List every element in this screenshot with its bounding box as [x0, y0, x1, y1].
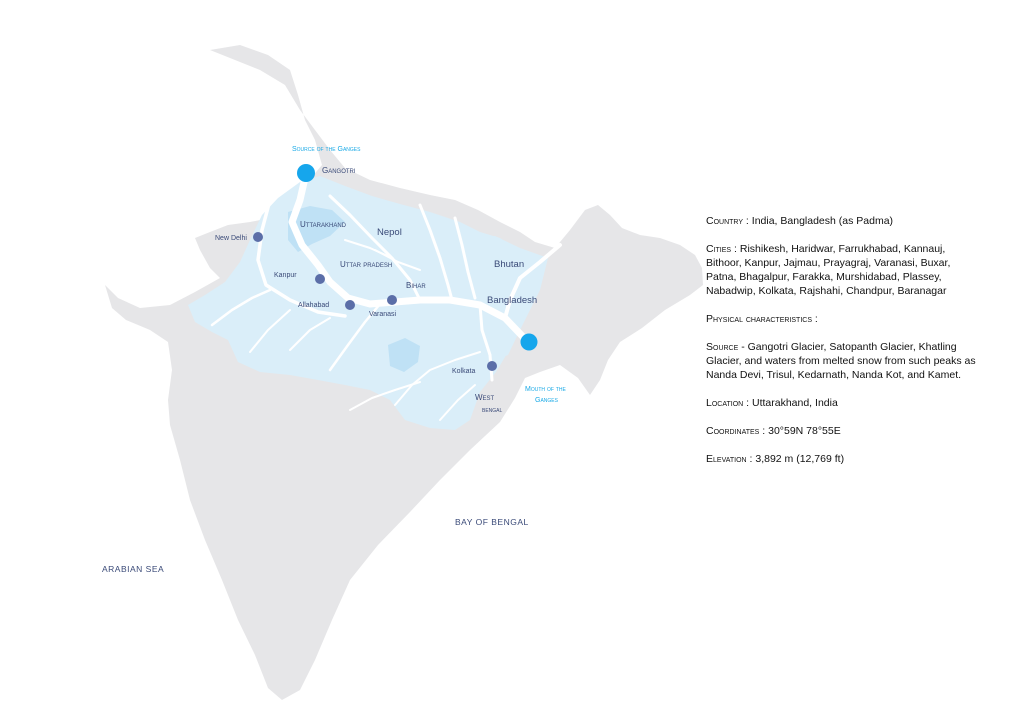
gangotri-label: Gangotri [322, 166, 356, 175]
coordinates-line: Coordinates : 30°59N 78°55E [706, 425, 841, 437]
bhutan-label: Bhutan [494, 259, 525, 270]
west-bengal-line2: bengal [482, 407, 503, 414]
cities-line: Cities : Rishikesh, Haridwar, Farrukhabad, Kannauj, Bithoor, Kanpur, Jajmau, Prayagraj, Varanasi, Buxar, Patna, Bhagalpur, Farakka, Murshidabad, Plassey, Nabadwip, Kolkata, Rajshahi, Chandpur, Baranagar [706, 243, 951, 297]
country-key: Country [706, 215, 744, 227]
varanasi-label: Varanasi [369, 311, 397, 318]
source-line: Source - Gangotri Glacier, Satopanth Glacier, Khatling Glacier, and waters from melted snow from such peaks as Nanda Devi, Trisul, Kedarnath, Nanda Kot, and Kamet. [706, 341, 976, 381]
kolkata-label: Kolkata [452, 368, 476, 375]
mouth-caption-line1: Mouth of the [525, 386, 566, 393]
elevation-key: Elevation [706, 453, 747, 465]
info-panel [706, 214, 976, 480]
location-line: Location : Uttarakhand, India [706, 397, 838, 409]
elevation-line: Elevation : 3,892 m (12,769 ft) [706, 453, 845, 465]
coordinates-value: 30°59N 78°55E [768, 425, 841, 437]
country-value: India, Bangladesh (as Padma) [751, 215, 894, 227]
kolkata-marker [487, 361, 497, 371]
ganges-mouth-marker [521, 334, 538, 351]
kanpur-label: Kanpur [274, 272, 297, 279]
allahabad-label: Allahabad [298, 302, 330, 309]
source-key: Source [706, 341, 739, 353]
arabian-sea-label: ARABIAN SEA [102, 564, 165, 574]
location-key: Location [706, 397, 744, 409]
coordinates-key: Coordinates [706, 425, 760, 437]
uttarakhand-label: Uttarakhand [300, 220, 347, 229]
new-delhi-marker [253, 232, 263, 242]
cities-key: Cities [706, 243, 732, 255]
elevation-value: 3,892 m (12,769 ft) [755, 453, 845, 465]
source-caption: Source of the Ganges [292, 146, 361, 153]
uttar-pradesh-label: Uttar pradesh [340, 260, 393, 269]
bay-of-bengal-label: BAY OF BENGAL [455, 517, 529, 527]
allahabad-marker [345, 300, 355, 310]
west-bengal-line1: West [475, 393, 495, 402]
country-line: Country : India, Bangladesh (as Padma) [706, 215, 894, 227]
nepol-label: Nepol [377, 227, 402, 238]
new-delhi-label: New Delhi [215, 235, 247, 242]
physical-heading: Physical characteristics : [706, 313, 818, 325]
varanasi-marker [387, 295, 397, 305]
gangotri-source-marker [297, 164, 315, 182]
bihar-label: Bihar [406, 281, 426, 290]
mouth-caption-line2: Ganges [535, 397, 558, 404]
bangladesh-label: Bangladesh [487, 295, 538, 306]
cities-value: Rishikesh, Haridwar, Farrukhabad, Kannauj, Bithoor, Kanpur, Jajmau, Prayagraj, Varanasi, Buxar, Patna, Bhagalpur, Farakka, Murshidabad, Plassey, Nabadwip, Kolkata, Rajshahi, Chandpur, Baranagar [706, 243, 951, 297]
source-value: Gangotri Glacier, Satopanth Glacier, Khatling Glacier, and waters from melted snow from such peaks as Nanda Devi, Trisul, Kedarnath, Nanda Kot, and Kamet. [706, 341, 976, 381]
kanpur-marker [315, 274, 325, 284]
location-value: Uttarakhand, India [751, 397, 838, 409]
